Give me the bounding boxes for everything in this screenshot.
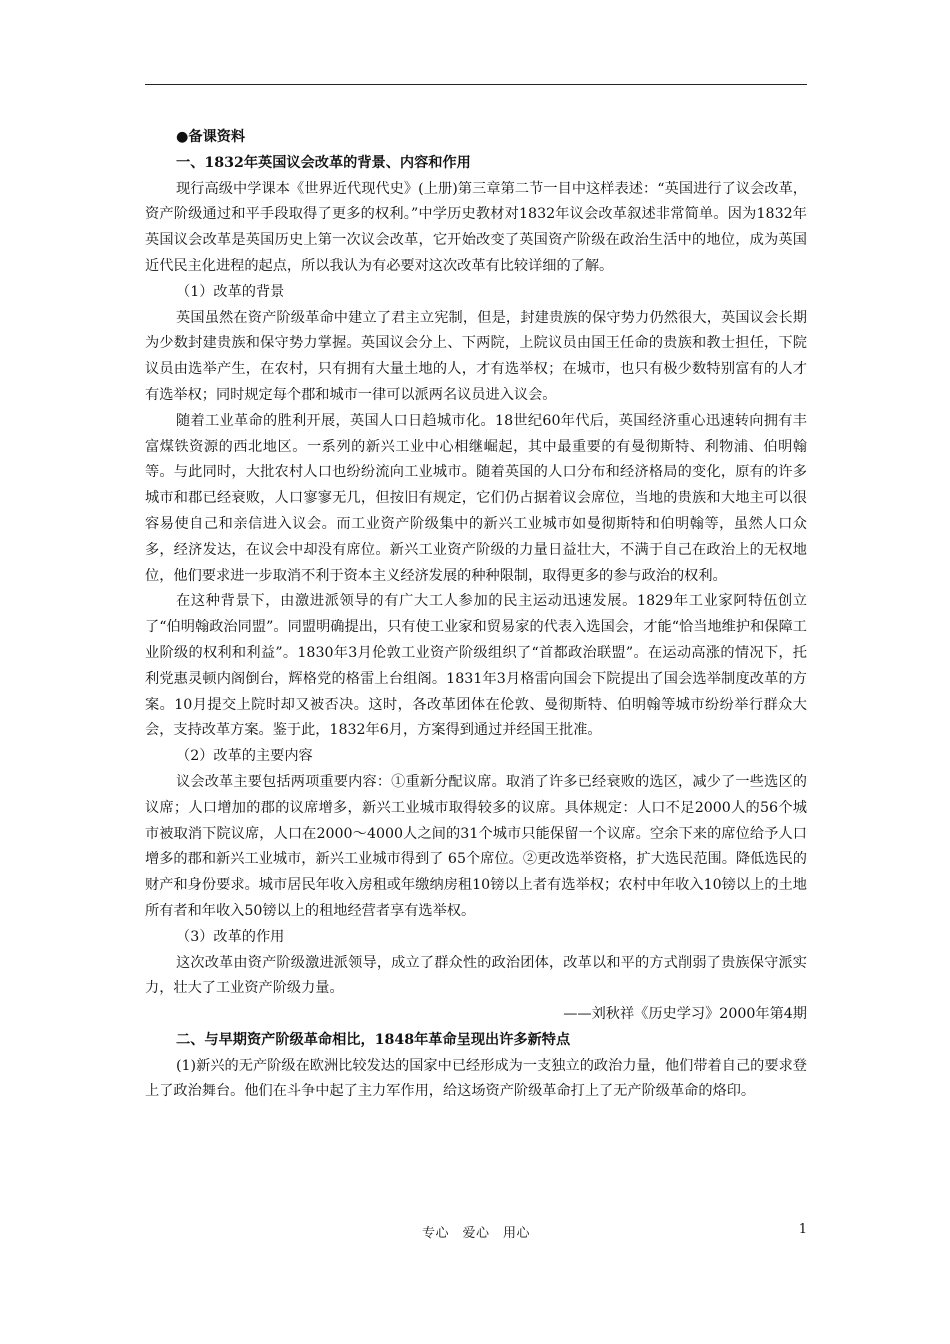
footer-motto: 专心 爱心 用心 bbox=[421, 1226, 530, 1241]
effect-paragraph: 这次改革由资产阶级激进派领导，成立了群众性的政治团体，改革以和平的方式削弱了贵族保守派实力，壮大了工业资产阶级力量。 bbox=[145, 954, 807, 997]
effect-title: （3）改革的作用 bbox=[176, 928, 285, 945]
section-1-intro: 现行高级中学课本《世界近代现代史》(上册)第三章第二节一目中这样表述：“英国进行了议会改革，资产阶级通过和平手段取得了更多的权利。”中学历史教材对1832年议会改革叙述非常简单。因为1832年英国议会改革是英国历史上第一次议会改革，它开始改变了英国资产阶级在政治生活中的地位，成为英国近代民主化进程的起点，所以我认为有必要对这次改革有比较详细的了解。 bbox=[145, 180, 807, 274]
material-heading: ●备课资料 bbox=[176, 129, 246, 145]
background-paragraph-1: 英国虽然在资产阶级革命中建立了君主立宪制，但是，封建贵族的保守势力仍然很大，英国议会长期为少数封建贵族和保守势力掌握。英国议会分上、下两院，上院议员由国王任命的贵族和教士担任，下院议员由选举产生，在农村，只有拥有大量土地的人，才有选举权；在城市，也只有极少数特别富有的人才有选举权；同时规定每个郡和城市一律可以派两名议员进入议会。 bbox=[145, 309, 807, 403]
content-paragraph: 议会改革主要包括两项重要内容：①重新分配议席。取消了许多已经衰败的选区，减少了一些选区的议席；人口增加的郡的议席增多，新兴工业城市取得较多的议席。具体规定：人口不足2000人的56个城市被取消下院议席，人口在2000～4000人之间的31个城市只能保留一个议席。空余下来的席位给予人口增多的郡和新兴工业城市，新兴工业城市得到了 65个席位。②更改选举资格，扩大选民范围。降低选民的财产和身份要求。城市居民年收入房租或年缴纳房租10镑以上者有选举权；农村中年收入10镑以上的土地所有者和年收入50镑以上的租地经营者享有选举权。 bbox=[145, 773, 807, 919]
background-paragraph-3: 在这种背景下，由激进派领导的有广大工人参加的民主运动迅速发展。1829年工业家阿特伍创立了“伯明翰政治同盟”。同盟明确提出，只有使工业家和贸易家的代表入选国会，才能“恰当地维护和保障工业阶级的权利和利益”。1830年3月伦敦工业资产阶级组织了“首都政治联盟”。在运动高涨的情况下，托利党惠灵顿内阁倒台，辉格党的格雷上台组阁。1831年3月格雷向国会下院提出了国会选举制度改革的方案。10月提交上院时却又被否决。这时，各改革团体在伦敦、曼彻斯特、伯明翰等城市纷纷举行群众大会，支持改革方案。鉴于此，1832年6月，方案得到通过并经国王批准。 bbox=[145, 593, 807, 739]
document-body bbox=[145, 125, 807, 1105]
section-1-title: 一、1832年英国议会改革的背景、内容和作用 bbox=[176, 154, 471, 171]
section-2-title: 二、与早期资产阶级革命相比，1848年革命呈现出许多新特点 bbox=[176, 1031, 571, 1048]
citation: ——刘秋祥《历史学习》2000年第4期 bbox=[563, 1006, 807, 1023]
background-paragraph-2: 随着工业革命的胜利开展，英国人口日趋城市化。18世纪60年代后，英国经济重心迅速转向拥有丰富煤铁资源的西北地区。一系列的新兴工业中心相继崛起，其中最重要的有曼彻斯特、利物浦、伯明翰等。与此同时，大批农村人口也纷纷流向工业城市。随着英国的人口分布和经济格局的变化，原有的许多城市和郡已经衰败，人口寥寥无几，但按旧有规定，它们仍占据着议会席位，当地的贵族和大地主可以很容易使自己和亲信进入议会。而工业资产阶级集中的新兴工业城市如曼彻斯特和伯明翰等，虽然人口众多，经济发达，在议会中却没有席位。新兴工业资产阶级的力量日益壮大，不满于自己在政治上的无权地位，他们要求进一步取消不利于资本主义经济发展的种种限制，取得更多的参与政治的权利。 bbox=[145, 412, 807, 584]
content-title: （2）改革的主要内容 bbox=[176, 748, 313, 765]
background-title: （1）改革的背景 bbox=[176, 283, 285, 300]
page-footer bbox=[145, 1222, 807, 1242]
section-2-paragraph-1: (1)新兴的无产阶级在欧洲比较发达的国家中已经形成为一支独立的政治力量，他们带着自己的要求登上了政治舞台。他们在斗争中起了主力军作用，给这场资产阶级革命打上了无产阶级革命的烙印。 bbox=[145, 1057, 807, 1100]
header-rule bbox=[145, 84, 807, 85]
page-number: 1 bbox=[798, 1222, 807, 1237]
